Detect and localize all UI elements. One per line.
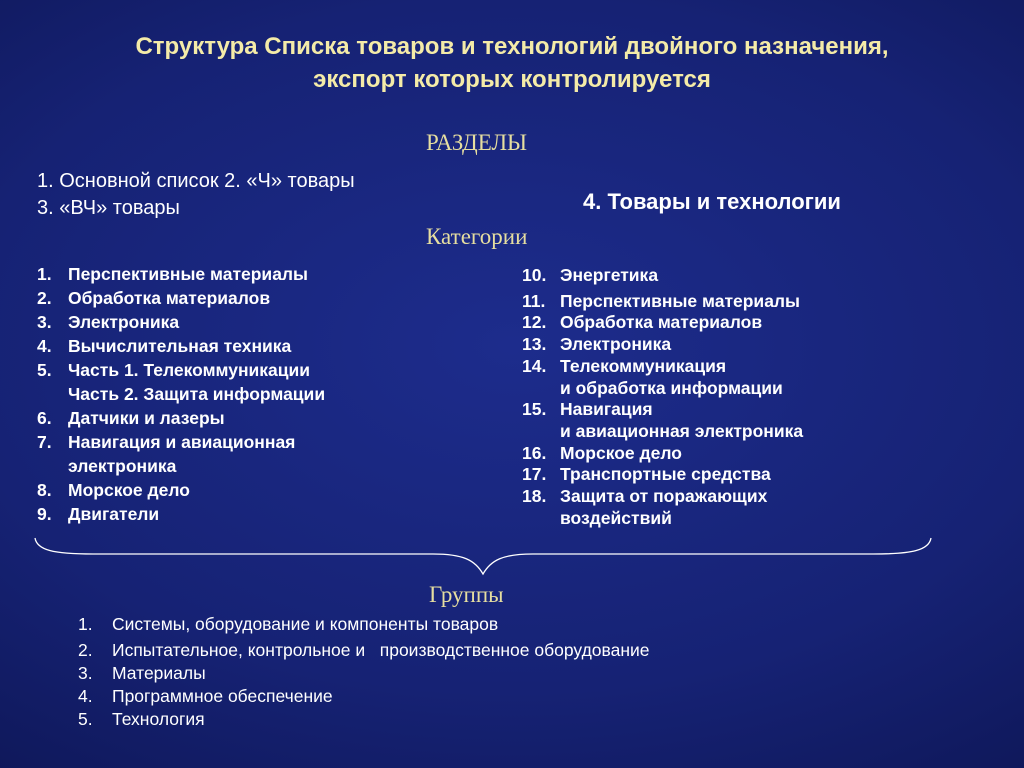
item-number: 17. (522, 464, 547, 485)
item-number: 9. (37, 504, 52, 524)
list-item (522, 399, 803, 421)
curly-brace-divider (33, 534, 933, 578)
item-text: Телекоммуникация (560, 355, 727, 376)
list-item-continuation (37, 382, 325, 406)
item-number: 2. (37, 288, 52, 308)
categories-left-list (37, 262, 325, 526)
list-item-continuation (522, 421, 803, 443)
item-text: Вычислительная техника (68, 336, 292, 356)
list-item-continuation (522, 378, 803, 400)
item-number: 15. (522, 399, 547, 420)
item-number: 5. (37, 360, 52, 380)
item-text: Испытательное, контрольное и производственное оборудование (112, 640, 650, 660)
list-item (522, 464, 803, 486)
item-text: Защита от поражающих (560, 486, 768, 507)
list-item (78, 685, 650, 708)
list-item (522, 312, 803, 334)
item-text: Перспективные материалы (68, 264, 308, 284)
categories-right-list (522, 265, 803, 529)
item-text: воздействий (560, 507, 672, 528)
item-text: электроника (68, 456, 177, 476)
item-number: 12. (522, 312, 547, 333)
item-text: Датчики и лазеры (68, 408, 225, 428)
item-number: 3. (37, 312, 52, 332)
item-number: 8. (37, 480, 52, 500)
item-number: 18. (522, 486, 547, 507)
item-number: 16. (522, 442, 547, 463)
item-text: Электроника (560, 334, 672, 355)
item-number: 14. (522, 355, 547, 376)
list-item (37, 430, 325, 454)
item-text: Навигация и авиационная (68, 432, 296, 452)
item-text: Часть 2. Защита информации (68, 384, 326, 404)
item-text: Материалы (112, 663, 206, 683)
item-number: 4. (37, 336, 52, 356)
item-text: Перспективные материалы (560, 290, 800, 311)
item-text: Обработка материалов (560, 312, 763, 333)
list-item (37, 334, 325, 358)
item-number: 3. (78, 663, 93, 683)
item-number: 13. (522, 334, 547, 355)
list-item (37, 310, 325, 334)
item-text: Электроника (68, 312, 180, 332)
section-4-label: 4. Товары и технологии (583, 189, 841, 214)
sections-heading: РАЗДЕЛЫ (426, 130, 528, 155)
list-item-continuation (522, 508, 803, 530)
groups-heading: Группы (429, 582, 504, 607)
slide-title-line-1: Структура Списка товаров и технологий двойного назначения, (135, 33, 889, 60)
item-number: 10. (522, 265, 547, 285)
list-item (78, 639, 650, 662)
item-text: Двигатели (68, 504, 160, 524)
item-number: 1. (78, 614, 93, 634)
item-number: 11. (522, 290, 546, 311)
item-number: 5. (78, 709, 93, 729)
list-item (37, 502, 325, 526)
list-item-continuation (37, 454, 325, 478)
list-item (37, 262, 325, 286)
item-text: Энергетика (560, 265, 659, 285)
item-text: Программное обеспечение (112, 686, 333, 706)
sections-line-2: 3. «ВЧ» товары (37, 197, 180, 219)
item-text: Навигация (560, 399, 653, 420)
item-text: и обработка информации (560, 377, 783, 398)
list-item (522, 486, 803, 508)
item-number: 4. (78, 686, 93, 706)
list-item (78, 662, 650, 685)
list-item (78, 708, 650, 731)
list-item (37, 286, 325, 310)
list-item (37, 358, 325, 382)
item-text: Морское дело (560, 442, 682, 463)
groups-list (78, 613, 650, 731)
sections-line-1: 1. Основной список 2. «Ч» товары (37, 170, 355, 192)
item-text: Системы, оборудование и компоненты товаров (112, 614, 499, 634)
list-item (522, 291, 803, 313)
item-text: Транспортные средства (560, 464, 771, 485)
item-number: 6. (37, 408, 52, 428)
item-number: 7. (37, 432, 52, 452)
item-number: 2. (78, 640, 93, 660)
item-text: Часть 1. Телекоммуникации (68, 360, 311, 380)
item-text: Технология (112, 709, 205, 729)
item-text: Морское дело (68, 480, 190, 500)
list-item (522, 265, 803, 287)
list-item (522, 334, 803, 356)
slide-title (0, 30, 1024, 96)
item-number: 1. (37, 264, 52, 284)
categories-heading: Категории (426, 224, 528, 249)
slide-title-line-2: экспорт которых контролируется (313, 66, 711, 93)
list-item (37, 478, 325, 502)
list-item (78, 613, 650, 636)
item-text: и авиационная электроника (560, 420, 804, 441)
list-item (37, 406, 325, 430)
item-text: Обработка материалов (68, 288, 271, 308)
list-item (522, 356, 803, 378)
list-item (522, 443, 803, 465)
